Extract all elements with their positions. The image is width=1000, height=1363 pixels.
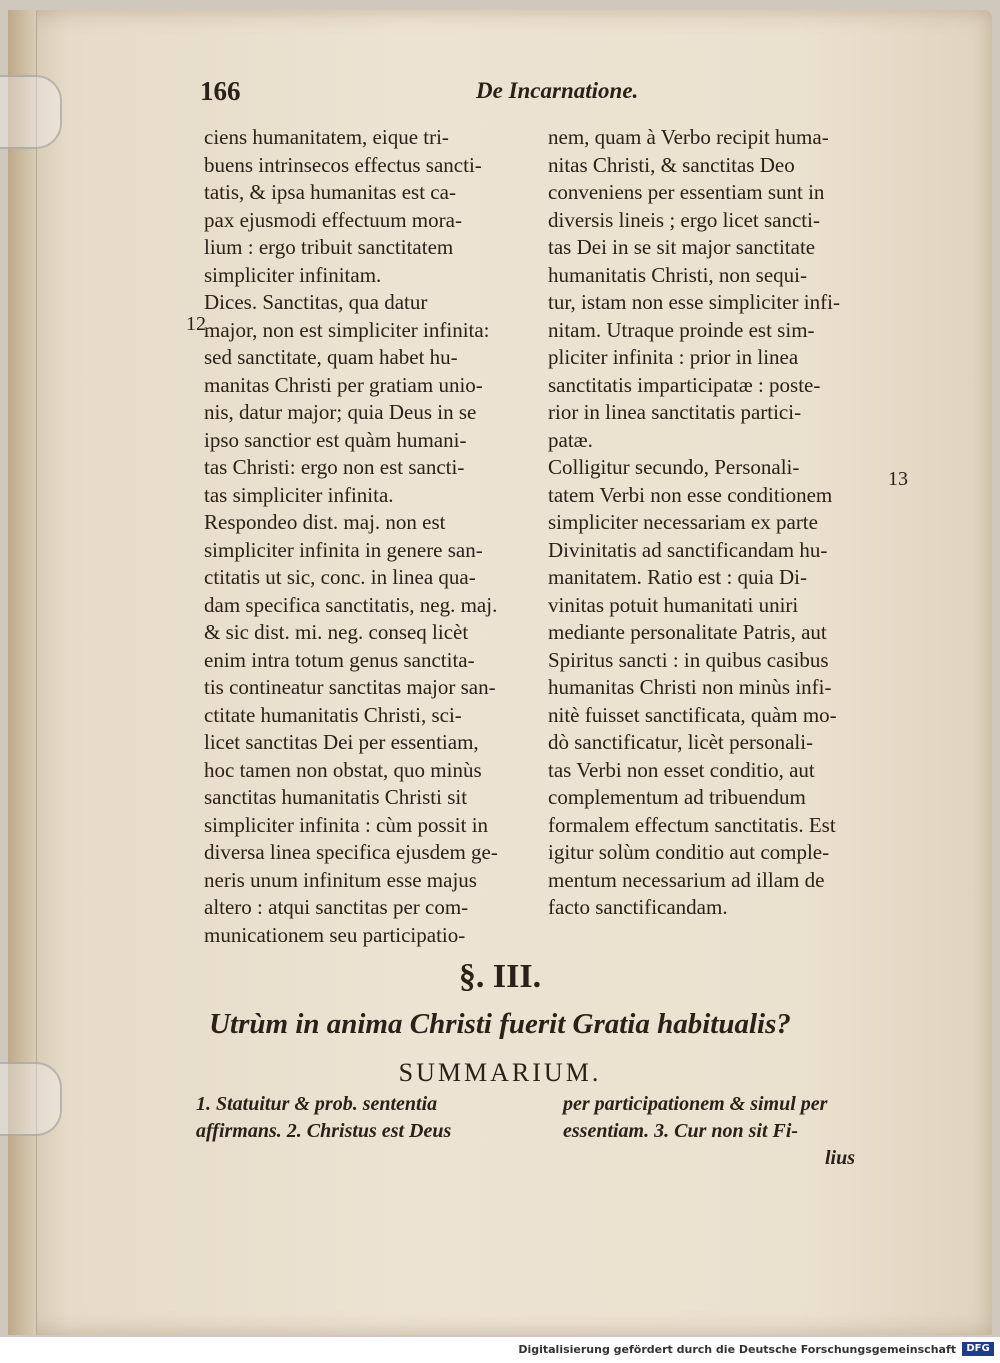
text-line: mentum necessarium ad illam de [548, 867, 825, 892]
text-line: facto sanctificandam. [548, 895, 728, 919]
text-line: ciens humanitatem, eique tri- [204, 125, 449, 149]
book-spine [8, 10, 37, 1335]
text-line: nitas Christi, & sanctitas Deo [548, 152, 795, 177]
text-line: manitas Christi per gratiam unio- [204, 372, 483, 397]
text-line: ctitate humanitatis Christi, sci- [204, 702, 462, 727]
section-question: Utrùm in anima Christi fuerit Gratia habitualis? [209, 1008, 791, 1040]
text-line: Dices. Sanctitas, qua datur [204, 290, 428, 314]
text-line: tatis, & ipsa humanitas est ca- [204, 180, 456, 204]
text-line: Divinitatis ad sanctificandam hu- [548, 537, 828, 562]
text-line: nitam. Utraque proinde est sim- [548, 317, 815, 342]
text-line: Respondeo dist. maj. non est [204, 510, 446, 534]
text-line: simpliciter infinita in genere san- [204, 537, 483, 562]
text-line: formalem effectum sanctitatis. Est [548, 812, 836, 837]
text-line: tatem Verbi non esse conditionem [548, 482, 833, 507]
text-line: simpliciter infinitam. [204, 262, 382, 287]
text-line: tur, istam non esse simpliciter infi- [548, 290, 840, 314]
right-text-column [548, 124, 888, 922]
text-line: mediante personalitate Patris, aut [548, 620, 827, 644]
text-line: tis contineatur sanctitas major san- [204, 675, 496, 699]
text-line: complementum ad tribuendum [548, 785, 806, 809]
text-line: nis, datur major; quia Deus in se [204, 400, 477, 424]
text-line: municationem seu participatio- [204, 922, 466, 947]
text-line: diversis lineis ; ergo licet sancti- [548, 207, 820, 232]
text-line: humanitatis Christi, non sequi- [548, 262, 807, 287]
text-line: ctitatis ut sic, conc. in linea qua- [204, 565, 476, 589]
summary-left-column [196, 1091, 451, 1145]
text-line: sanctitatis imparticipatæ : poste- [548, 372, 821, 397]
summary-line: affirmans. 2. Christus est Deus [196, 1120, 452, 1142]
text-line: rior in linea sanctitatis partici- [548, 400, 802, 424]
text-line: igitur solùm conditio aut comple- [548, 840, 830, 864]
text-line: sanctitas humanitatis Christi sit [204, 785, 468, 809]
text-line: ipso sanctior est quàm humani- [204, 427, 467, 452]
running-title: De Incarnatione. [476, 78, 639, 103]
text-line: tas Christi: ergo non est sancti- [204, 455, 465, 479]
text-line: licet sanctitas Dei per essentiam, [204, 730, 479, 754]
text-line: manitatem. Ratio est : quia Di- [548, 565, 807, 589]
page-number: 166 [200, 76, 241, 106]
dfg-logo: DFG [962, 1342, 994, 1356]
text-line: tas simpliciter infinita. [204, 482, 394, 507]
summary-line: essentiam. 3. Cur non sit Fi- [563, 1120, 799, 1142]
text-line: dò sanctificatur, licèt personali- [548, 730, 814, 754]
text-line: simpliciter necessariam ex parte [548, 510, 818, 534]
text-line: conveniens per essentiam sunt in [548, 180, 825, 204]
text-line: lium : ergo tribuit sanctitatem [204, 235, 454, 259]
margin-number-left: 12 [186, 313, 206, 335]
text-line: altero : atqui sanctitas per com- [204, 895, 469, 919]
summarium-heading: SUMMARIUM. [398, 1058, 602, 1087]
text-line: tas Dei in se sit major sanctitate [548, 235, 816, 259]
text-line: hoc tamen non obstat, quo minùs [204, 757, 482, 782]
text-line: buens intrinsecos effectus sancti- [204, 152, 482, 177]
text-line: simpliciter infinita : cùm possit in [204, 812, 489, 837]
summary-right-column [563, 1091, 855, 1172]
summary-line: per participationem & simul per [563, 1093, 828, 1115]
text-line: nitè fuisset sanctificata, quàm mo- [548, 702, 837, 727]
text-line: Spiritus sancti : in quibus casibus [548, 647, 829, 672]
text-line: diversa linea specifica ejusdem ge- [204, 840, 498, 864]
text-line: pliciter infinita : prior in linea [548, 345, 799, 369]
summary-line: 1. Statuitur & prob. sententia [196, 1093, 438, 1115]
text-line: neris unum infinitum esse majus [204, 867, 477, 892]
text-line: pax ejusmodi effectuum mora- [204, 207, 462, 232]
text-line: vinitas potuit humanitati uniri [548, 592, 799, 617]
text-line: & sic dist. mi. neg. conseq licèt [204, 620, 469, 644]
text-line: patæ. [548, 427, 593, 452]
text-line: sed sanctitate, quam habet hu- [204, 345, 458, 369]
summary-line: lius [825, 1147, 856, 1169]
text-line: nem, quam à Verbo recipit huma- [548, 125, 829, 149]
footer-bar [0, 1337, 1000, 1363]
page-clip-top [0, 75, 62, 149]
text-line: dam specifica sanctitatis, neg. maj. [204, 592, 498, 617]
left-text-column [204, 124, 534, 949]
section-title: §. III. [458, 958, 542, 995]
text-line: enim intra totum genus sanctita- [204, 647, 475, 672]
text-line: major, non est simpliciter infinita: [204, 317, 490, 342]
footer-credit: Digitalisierung gefördert durch die Deutsche Forschungsgemeinschaft [518, 1343, 956, 1356]
text-line: humanitas Christi non minùs infi- [548, 675, 832, 699]
margin-number-right: 13 [888, 468, 908, 490]
text-line: tas Verbi non esset conditio, aut [548, 757, 815, 782]
text-line: Colligitur secundo, Personali- [548, 455, 800, 479]
